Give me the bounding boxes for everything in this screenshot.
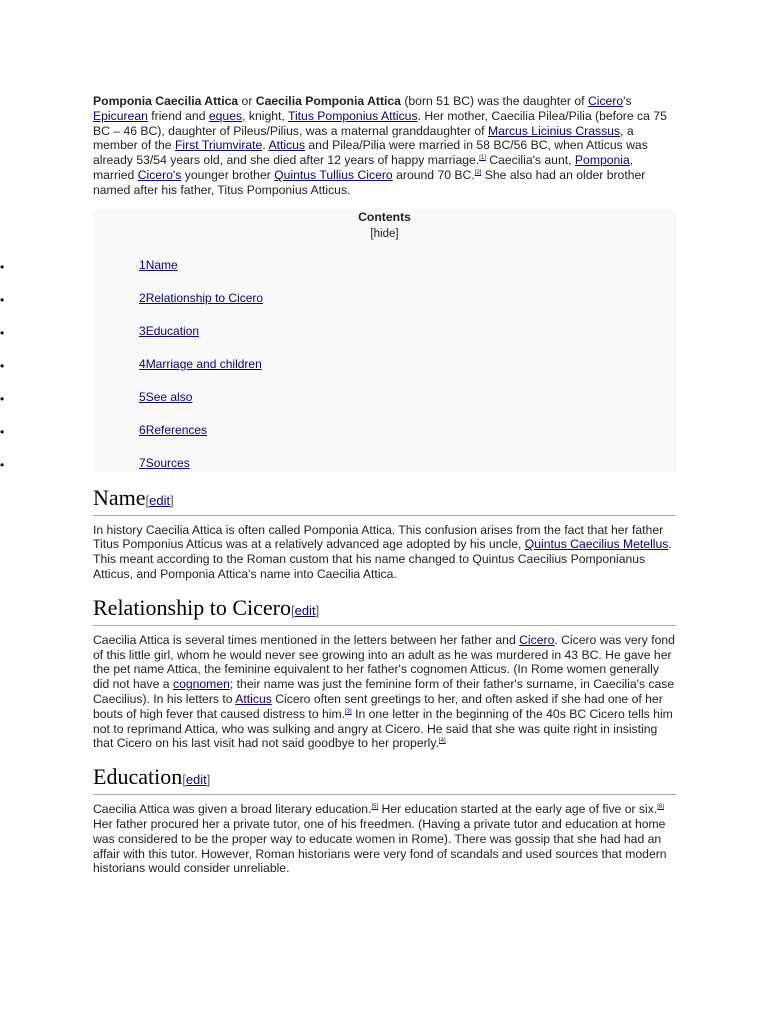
toc-number: 2 (139, 290, 146, 305)
link-epicurean[interactable]: Epicurean (93, 108, 148, 123)
heading-relationship (93, 596, 676, 626)
toc-item-references[interactable] (0, 423, 676, 456)
bold-name-1: Pomponia Caecilia Attica (93, 94, 239, 108)
bullet-icon: • (0, 325, 5, 340)
bullet-icon: • (0, 259, 5, 274)
text: Cicero often sent greetings to her, and often asked if she had one of her bouts of high fever that caused distress to him. (93, 691, 663, 721)
reference-1[interactable]: [1] (479, 155, 486, 162)
link-atticus[interactable]: Atticus (235, 691, 272, 706)
link-first-triumvirate[interactable]: First Triumvirate (174, 138, 263, 153)
bracket: [ (290, 602, 295, 618)
section-relationship (93, 596, 676, 751)
reference-4[interactable]: [4] (438, 738, 446, 745)
toc-label: Name (145, 257, 178, 272)
edit-section (182, 772, 210, 787)
text: friend and (147, 108, 209, 123)
reference-6[interactable]: [6] (657, 804, 664, 811)
link-cicero[interactable]: Cicero (519, 632, 555, 647)
article-body (0, 94, 676, 876)
reference-3[interactable]: [3] (345, 708, 352, 715)
toc-title: Contents (358, 209, 411, 224)
bracket: ] (206, 772, 211, 788)
edit-link[interactable]: edit (185, 772, 207, 788)
text: Caecilia Attica is several times mentioned in the letters between her father and (93, 632, 520, 647)
toc-item-see-also[interactable] (0, 390, 676, 423)
edit-section (291, 603, 319, 618)
link-quintus-tullius-cicero[interactable]: Quintus Tullius Cicero (274, 167, 393, 182)
text: In history Caecilia Attica is often called Pomponia Attica. This confusion arises from the fact that her father Titus Pomponius Atticus was at a relatively advanced age adopted by his uncle, (93, 522, 664, 552)
toc-list (0, 258, 676, 489)
link-pomponia[interactable]: Pomponia (574, 153, 630, 168)
text: , a member of the (93, 123, 634, 153)
reference-5[interactable]: [5] (371, 804, 379, 811)
link-ciceros[interactable]: Cicero's (137, 167, 182, 182)
link-atticus[interactable]: Atticus (268, 138, 306, 153)
text: Caecilia Attica was given a broad literary education. (93, 802, 372, 817)
toc-item-marriage[interactable] (0, 357, 676, 390)
toc-number: 3 (139, 323, 146, 338)
text: . This meant according to the Roman custom that his name changed to Quintus Caecilius Pomponianus Atticus, and Pomponia Attica's name into Caecilia Attica. (93, 537, 672, 581)
toc-link[interactable] (139, 456, 190, 470)
text: She also had an older brother named after his father, Titus Pomponius Atticus. (93, 167, 646, 197)
bullet-icon: • (0, 391, 5, 406)
heading-text: Relationship to Cicero (93, 594, 291, 620)
toc-label: Education (145, 323, 200, 338)
section-name (93, 486, 676, 582)
link-marcus-licinius-crassus[interactable]: Marcus Licinius Crassus (487, 123, 621, 138)
toc-link[interactable] (139, 423, 207, 437)
education-paragraph (93, 802, 676, 876)
heading-text: Name (93, 484, 146, 510)
bullet-icon: • (0, 424, 5, 439)
toc-label: Sources (145, 455, 190, 470)
heading-education (93, 765, 676, 795)
edit-link[interactable]: edit (149, 492, 171, 508)
bracket: [ (182, 772, 186, 788)
text: Her father procured her a private tutor, one of his freedmen. (Having a private tutor and education at home was considered to be the proper way to educate women in Rome). There was gossip that she had had an affair with this tutor. However, Roman historians were very fond of scandals and used sources that modern historians would consider unreliable. (93, 816, 667, 876)
edit-link[interactable]: edit (294, 602, 316, 618)
text: around 70 BC. (392, 167, 475, 182)
name-paragraph (93, 523, 676, 582)
text: . (262, 138, 269, 153)
toc-number: 4 (139, 356, 146, 371)
toc-number: 7 (139, 455, 146, 470)
toc-link[interactable] (139, 258, 178, 272)
heading-name (93, 486, 676, 516)
text: , knight, (242, 108, 288, 123)
toc-item-relationship[interactable] (0, 291, 676, 324)
bracket: ] (170, 492, 174, 508)
bracket: [ (145, 492, 150, 508)
intro-paragraph (93, 94, 676, 198)
toc-number: 1 (139, 257, 146, 272)
text: Her education started at the early age of five or six. (378, 802, 658, 817)
toc-link[interactable] (139, 390, 192, 404)
toc-item-sources[interactable] (0, 456, 676, 489)
toc-item-name[interactable] (0, 258, 676, 291)
link-quintus-caecilius-metellus[interactable]: Quintus Caecilius Metellus (524, 537, 669, 552)
toc-link[interactable] (139, 324, 199, 338)
toc-number: 5 (139, 389, 146, 404)
toc-label: Relationship to Cicero (145, 290, 264, 305)
bold-name-2: Caecilia Pomponia Attica (255, 94, 401, 108)
text: or (238, 94, 256, 108)
relationship-paragraph (93, 633, 676, 751)
toc-label: References (145, 422, 208, 437)
text: . Her mother, Caecilia Pilea/Pilia (before ca 75 BC – 46 BC), daughter of Pileus/Pilius, was a maternal granddaughter of (93, 108, 667, 138)
text: and Pilea/Pilia were married in 58 BC/56 BC, when Atticus was already 53/54 years old, and she died after 12 years of happy marriage. (93, 138, 648, 168)
toc-label: Marriage and children (145, 356, 262, 371)
text: ; their name was just the feminine form of their father's surname, in Caecilia's case Caecilius). In his letters to (93, 677, 675, 706)
text: , married (93, 153, 634, 182)
link-titus-pomponius-atticus[interactable]: Titus Pomponius Atticus (287, 108, 418, 123)
edit-section (146, 493, 174, 508)
bullet-icon: • (0, 292, 5, 307)
link-cicero[interactable]: Cicero (587, 94, 624, 108)
toc-label: See also (145, 389, 193, 404)
text: . Cicero was very fond of this little girl, whom he would never see growing into an adult as he was murdered in 43 BC. He gave her the pet name Attica, the feminine equivalent to her father's cognomen Atticus. (In Rome women generally did not have a (93, 632, 675, 692)
link-eques[interactable]: eques (208, 108, 243, 123)
table-of-contents (0, 209, 676, 472)
text: (born 51 BC) was the daughter of (400, 94, 588, 108)
toc-hide-link[interactable]: [hide] (370, 227, 399, 240)
bracket: ] (315, 602, 320, 618)
toc-number: 6 (139, 422, 146, 437)
text: younger brother (181, 167, 275, 182)
toc-link[interactable] (139, 357, 262, 371)
reference-2[interactable]: [2] (474, 169, 482, 176)
link-cognomen[interactable]: cognomen (172, 677, 230, 692)
toc-link[interactable] (139, 291, 263, 305)
toc-item-education[interactable] (0, 324, 676, 357)
section-education (93, 765, 676, 876)
toc-hide-toggle[interactable] (93, 228, 676, 241)
heading-text: Education (93, 764, 183, 790)
bullet-icon: • (0, 457, 5, 472)
text: 's (623, 94, 632, 108)
text: In one letter in the beginning of the 40s BC Cicero tells him not to reprimand Attica, who was sulking and angry at Cicero. He said that she was quite right in insisting that Cicero on his last visit had not said goodbye to her properly. (93, 706, 673, 751)
text: Caecilia's aunt, (485, 153, 575, 168)
bullet-icon: • (0, 358, 5, 373)
